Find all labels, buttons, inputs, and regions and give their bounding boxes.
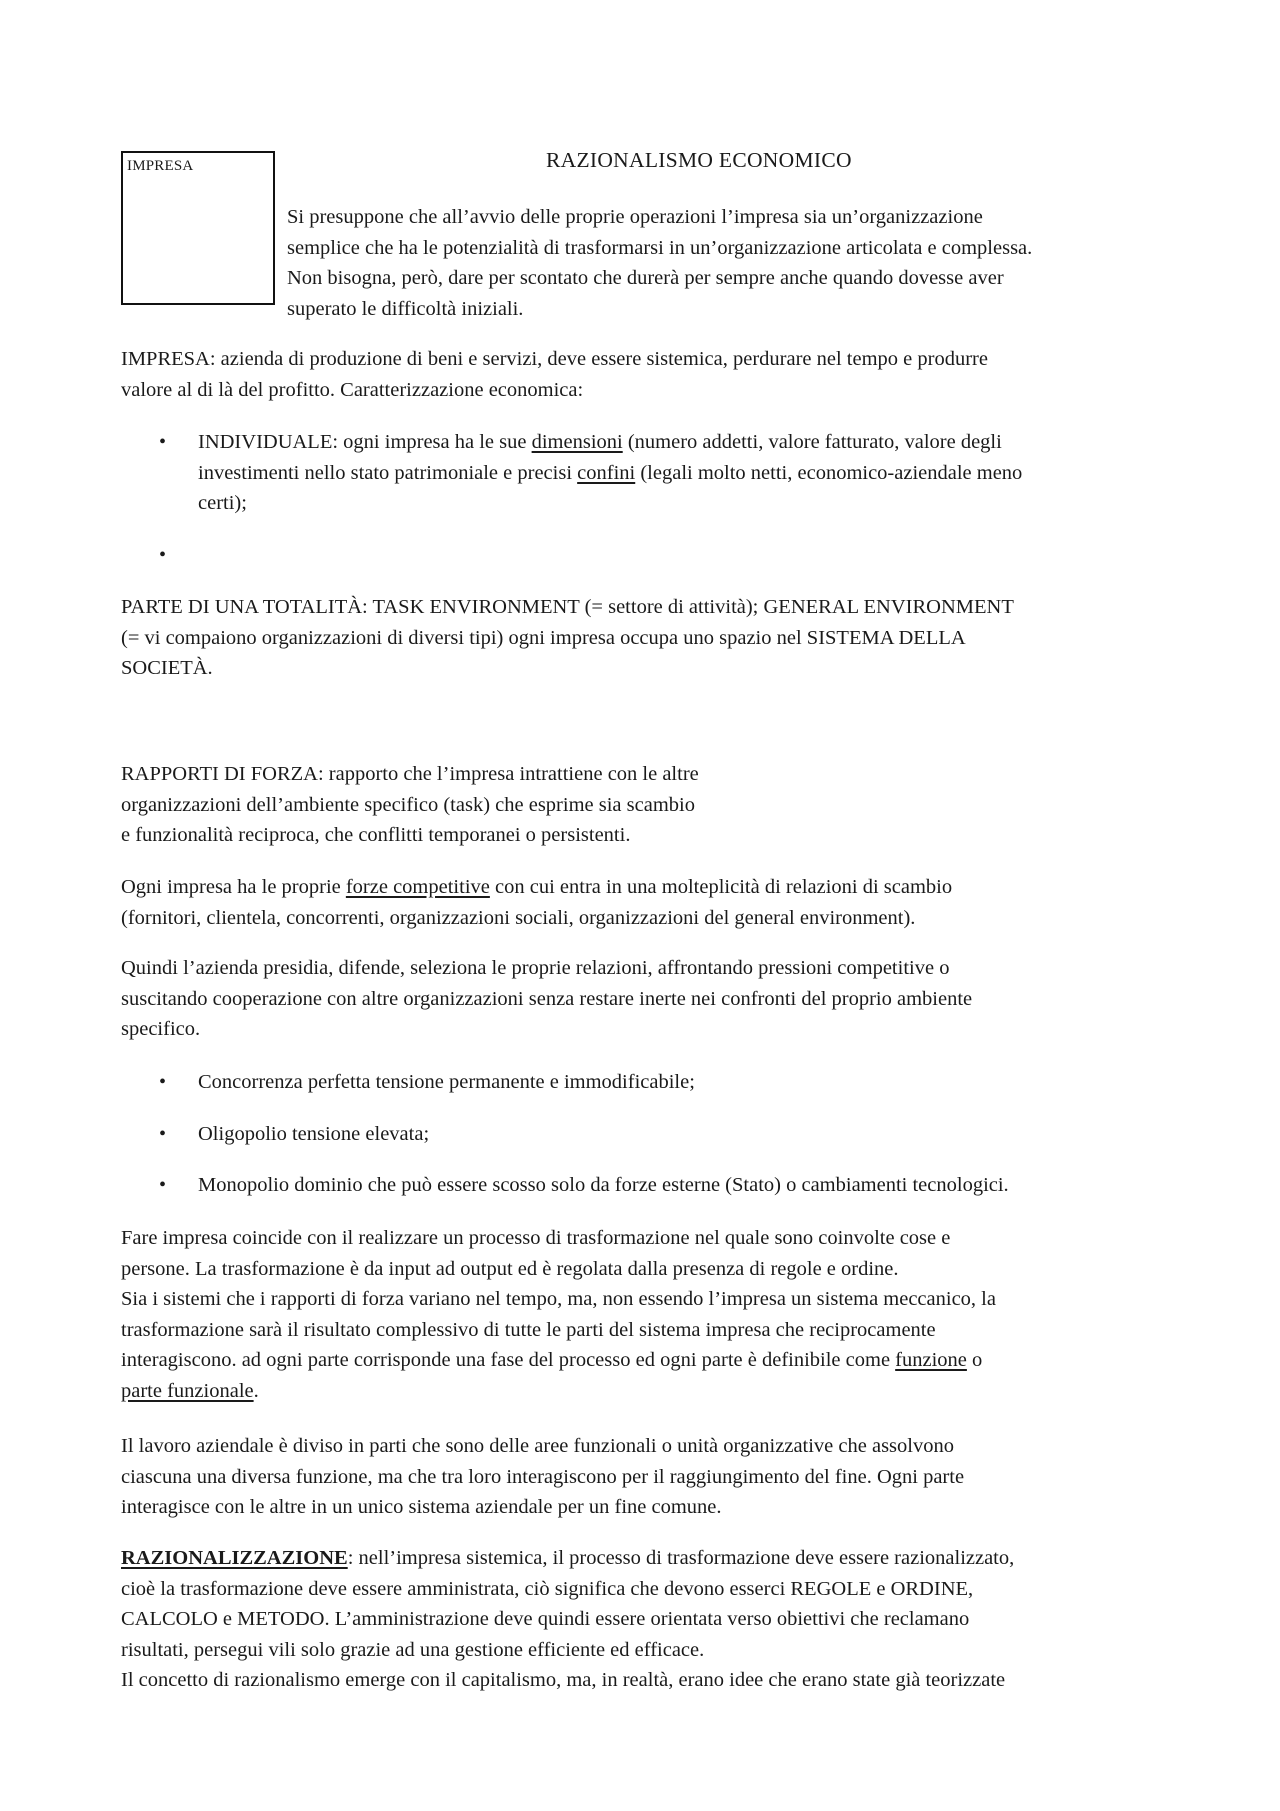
text-line: suscitando cooperazione con altre organizzazioni senza restare inerte nei confronti del proprio ambiente	[121, 987, 973, 1010]
text-line: Fare impresa coincide con il realizzare un processo di trasformazione nel quale sono coinvolte cose e	[121, 1227, 951, 1249]
text-run: o	[966, 1349, 983, 1371]
text-line: PARTE DI UNA TOTALITÀ: TASK ENVIRONMENT (= settore di attività); GENERAL ENVIRONMENT	[121, 596, 1014, 618]
text-line: organizzazioni dell’ambiente specifico (task) che esprime sia scambio	[121, 793, 695, 816]
intro-line: semplice che ha le potenzialità di trasformarsi in un’organizzazione articolata e complessa.	[287, 236, 1033, 259]
text-line: cioè la trasformazione deve essere amministrata, ciò significa che devono esserci REGOLE e ORDINE,	[121, 1577, 974, 1600]
text-line: Il concetto di razionalismo emerge con il capitalismo, ma, in realtà, erano idee che erano state già teorizzate	[121, 1669, 1006, 1691]
lavoro-aziendale-paragraph	[121, 1431, 1171, 1523]
text-line: CALCOLO e METODO. L’amministrazione deve quindi essere orientata verso obiettivi che reclamano	[121, 1608, 970, 1630]
text-run: .	[253, 1379, 259, 1402]
impresa-box-label: IMPRESA	[127, 158, 194, 174]
text-line: Sia i sistemi che i rapporti di forza variano nel tempo, ma, non essendo l’impresa un sistema meccanico, la	[121, 1288, 996, 1310]
quindi-paragraph	[121, 953, 1171, 1045]
text-line	[121, 872, 1171, 903]
text-line	[121, 1376, 1171, 1407]
intro-line: Si presuppone che all’avvio delle proprie operazioni l’impresa sia un’organizzazione	[287, 206, 983, 228]
text-line: specifico.	[121, 1018, 201, 1040]
underlined-term-funzione: funzione	[895, 1349, 967, 1371]
underlined-term-razionalizzazione: RAZIONALIZZAZIONE	[121, 1547, 348, 1569]
text-line: risultati, persegui vili solo grazie ad una gestione efficiente ed efficace.	[121, 1638, 705, 1661]
text-line: (fornitori, clientela, concorrenti, organizzazioni sociali, organizzazioni del general environment).	[121, 906, 916, 929]
text-line: SOCIETÀ.	[121, 657, 213, 679]
underlined-term-confini: confini	[577, 461, 636, 484]
text-line: certi);	[198, 492, 247, 514]
text-line	[121, 1543, 1171, 1574]
market-list-item-concorrenza: Concorrenza perfetta tensione permanente e immodificabile;	[198, 1071, 695, 1093]
text-line: e funzionalità reciproca, che conflitti temporanei o persistenti.	[121, 824, 631, 846]
impresa-definition-paragraph	[121, 344, 1171, 405]
totalita-paragraph	[121, 592, 1171, 684]
text-line: valore al di là del profitto. Caratterizzazione economica:	[121, 378, 584, 401]
text-run: Ogni impresa ha le proprie	[121, 876, 346, 898]
impresa-box	[121, 151, 275, 305]
rapporti-di-forza-paragraph	[121, 759, 1171, 851]
text-line: trasformazione sarà il risultato complessivo di tutte le parti del sistema impresa che reciprocamente	[121, 1318, 936, 1341]
text-line: IMPRESA: azienda di produzione di beni e servizi, deve essere sistemica, perdurare nel tempo e produrre	[121, 348, 988, 370]
text-line: RAPPORTI DI FORZA: rapporto che l’impresa intrattiene con le altre	[121, 763, 699, 785]
market-list-item-monopolio: Monopolio dominio che può essere scosso solo da forze esterne (Stato) o cambiamenti tecnologici.	[198, 1174, 1009, 1196]
text-line: Quindi l’azienda presidia, difende, seleziona le proprie relazioni, affrontando pressioni competitive o	[121, 957, 950, 979]
text-line	[198, 458, 1168, 489]
text-line: (= vi compaiono organizzazioni di diversi tipi) ogni impresa occupa uno spazio nel SISTEMA DELLA	[121, 626, 966, 649]
underlined-term-parte-funzionale: parte funzionale	[121, 1379, 254, 1402]
bullet-marker: •	[159, 1123, 167, 1145]
bullet-marker: •	[159, 1071, 167, 1093]
text-line: Il lavoro aziendale è diviso in parti che sono delle aree funzionali o unità organizzative che assolvono	[121, 1435, 954, 1457]
page-title: RAZIONALISMO ECONOMICO	[546, 148, 852, 172]
forze-competitive-paragraph	[121, 872, 1171, 933]
text-run: interagiscono. ad ogni parte corrisponde una fase del processo ed ogni parte è definibile come	[121, 1349, 896, 1371]
text-run: con cui entra in una molteplicità di relazioni di scambio	[489, 876, 953, 898]
text-run: : nell’impresa sistemica, il processo di trasformazione deve essere razionalizzato,	[347, 1547, 1015, 1569]
text-line: persone. La trasformazione è da input ad output ed è regolata dalla presenza di regole e ordine.	[121, 1257, 899, 1280]
text-line	[121, 1345, 1171, 1376]
text-run: investimenti nello stato patrimoniale e precisi	[198, 461, 578, 484]
text-run: (legali molto netti, economico-aziendale meno	[635, 461, 1023, 484]
bullet-marker: •	[159, 431, 167, 453]
intro-paragraph	[287, 202, 1167, 324]
razionalizzazione-paragraph	[121, 1543, 1171, 1696]
fare-impresa-paragraph	[121, 1223, 1171, 1406]
intro-line: Non bisogna, però, dare per scontato che durerà per sempre anche quando dovesse aver	[287, 267, 1004, 289]
bullet-marker: •	[159, 1174, 167, 1196]
market-list-item-oligopolio: Oligopolio tensione elevata;	[198, 1123, 430, 1145]
text-line: interagisce con le altre in un unico sistema aziendale per un fine comune.	[121, 1496, 722, 1518]
text-run: (numero addetti, valore fatturato, valore degli	[622, 431, 1002, 453]
text-line	[198, 427, 1168, 458]
underlined-term-forze-competitive: forze competitive	[345, 876, 490, 898]
individuale-list-item	[198, 427, 1168, 519]
intro-line: superato le difficoltà iniziali.	[287, 297, 524, 320]
underlined-term-dimensioni: dimensioni	[531, 431, 623, 453]
text-run: INDIVIDUALE: ogni impresa ha le sue	[198, 431, 532, 453]
text-line: ciascuna una diversa funzione, ma che tra loro interagiscono per il raggiungimento del fine. Ogni parte	[121, 1465, 965, 1488]
empty-bullet-marker: •	[159, 544, 167, 566]
